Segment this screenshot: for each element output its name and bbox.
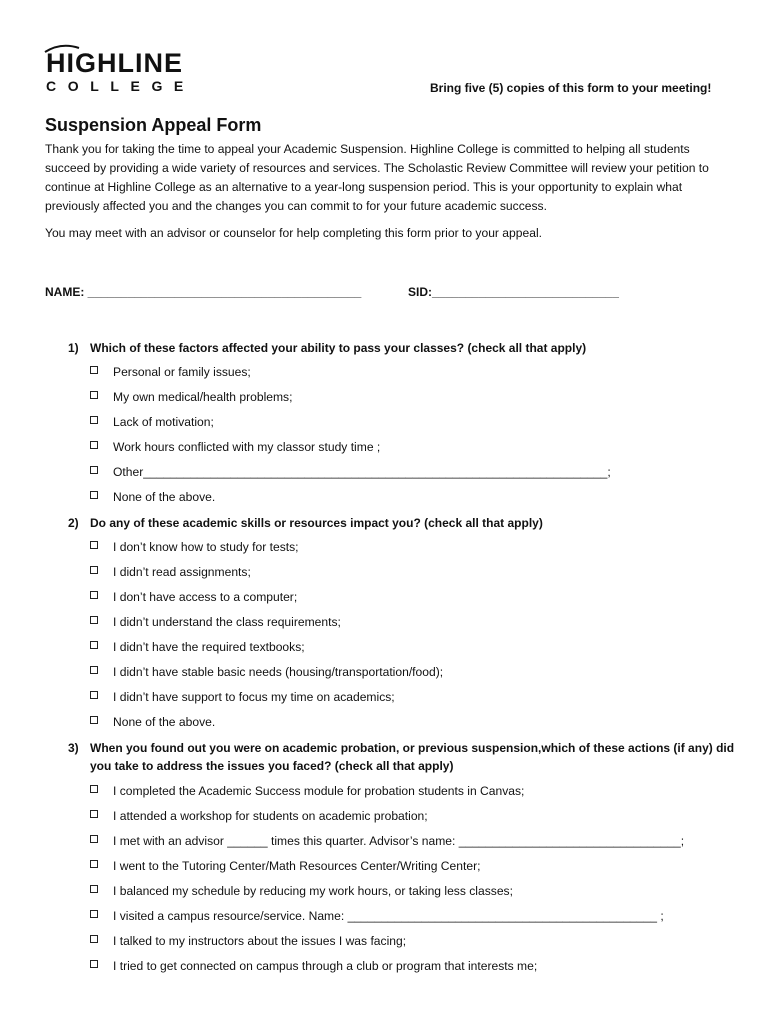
question-2 <box>68 514 748 532</box>
checkbox-option[interactable] <box>90 908 664 924</box>
checkbox-icon[interactable] <box>90 591 98 599</box>
option-label: I visited a campus resource/service. Name: ______________________________________________ ; <box>113 909 664 923</box>
checkbox-option[interactable] <box>90 639 305 655</box>
checkbox-icon[interactable] <box>90 935 98 943</box>
form-title: Suspension Appeal Form <box>45 115 262 135</box>
checkbox-icon[interactable] <box>90 666 98 674</box>
option-label: Other_____________________________________________________________________; <box>113 465 611 479</box>
question-text: When you found out you were on academic probation, or previous suspension,which of these actions (if any) did you take to address the issues you faced? (check all that apply) <box>90 741 735 773</box>
question-3 <box>68 739 748 775</box>
checkbox-icon[interactable] <box>90 566 98 574</box>
checkbox-icon[interactable] <box>90 910 98 918</box>
option-label: I didn’t have the required textbooks; <box>113 640 305 654</box>
checkbox-icon[interactable] <box>90 541 98 549</box>
checkbox-option[interactable] <box>90 958 537 974</box>
bring-copies-note: Bring five (5) copies of this form to your meeting! <box>430 81 712 95</box>
checkbox-option[interactable] <box>90 589 297 605</box>
checkbox-option[interactable] <box>90 933 406 949</box>
checkbox-option[interactable] <box>90 614 341 630</box>
checkbox-option[interactable] <box>90 389 292 405</box>
option-label: I didn’t read assignments; <box>113 565 251 579</box>
name-field[interactable]: NAME: _________________________________________ <box>45 285 362 299</box>
checkbox-option[interactable] <box>90 858 480 874</box>
question-text: Do any of these academic skills or resources impact you? (check all that apply) <box>90 516 543 530</box>
option-label: I attended a workshop for students on academic probation; <box>113 809 428 823</box>
checkbox-option[interactable] <box>90 883 513 899</box>
checkbox-option[interactable] <box>90 414 214 430</box>
option-label: I balanced my schedule by reducing my work hours, or taking less classes; <box>113 884 513 898</box>
checkbox-icon[interactable] <box>90 960 98 968</box>
option-label: Lack of motivation; <box>113 415 214 429</box>
option-label: Personal or family issues; <box>113 365 251 379</box>
checkbox-option[interactable] <box>90 464 611 480</box>
option-label: I don’t have access to a computer; <box>113 590 298 604</box>
option-label: I talked to my instructors about the issues I was facing; <box>113 934 407 948</box>
advisor-note: You may meet with an advisor or counselor for help completing this form prior to your appeal. <box>45 226 542 240</box>
option-label: None of the above. <box>113 715 216 729</box>
checkbox-icon[interactable] <box>90 641 98 649</box>
checkbox-option[interactable] <box>90 439 380 455</box>
option-label: I met with an advisor ______ times this quarter. Advisor’s name: _________________________________; <box>113 834 685 848</box>
intro-paragraph: Thank you for taking the time to appeal your Academic Suspension. Highline College is committed to helping all students succeed by providing a wide variety of resources and services. The Scholastic Review Committee will review your petition to continue at Highline College as an alternative to a year-long suspension period. This is your opportunity to explain what previously affected you and the changes you can commit to for your future academic success. <box>45 142 709 213</box>
checkbox-icon[interactable] <box>90 466 98 474</box>
logo-wordmark-top: HIGHLINE <box>46 48 184 78</box>
question-1 <box>68 339 748 357</box>
checkbox-option[interactable] <box>90 714 215 730</box>
option-label: Work hours conflicted with my classor study time ; <box>113 440 381 454</box>
checkbox-option[interactable] <box>90 564 251 580</box>
checkbox-icon[interactable] <box>90 785 98 793</box>
checkbox-icon[interactable] <box>90 716 98 724</box>
checkbox-option[interactable] <box>90 664 443 680</box>
option-label: I didn’t have support to focus my time on academics; <box>113 690 395 704</box>
option-label: I tried to get connected on campus through a club or program that interests me; <box>113 959 538 973</box>
option-label: I went to the Tutoring Center/Math Resources Center/Writing Center; <box>113 859 481 873</box>
checkbox-icon[interactable] <box>90 691 98 699</box>
option-label: I completed the Academic Success module for probation students in Canvas; <box>113 784 525 798</box>
option-label: My own medical/health problems; <box>113 390 293 404</box>
checkbox-option[interactable] <box>90 833 684 849</box>
checkbox-icon[interactable] <box>90 835 98 843</box>
sid-field[interactable]: SID:____________________________ <box>408 285 619 299</box>
checkbox-icon[interactable] <box>90 860 98 868</box>
highline-college-logo <box>46 48 195 94</box>
checkbox-icon[interactable] <box>90 416 98 424</box>
checkbox-option[interactable] <box>90 489 215 505</box>
question-number: 3) <box>68 741 79 755</box>
checkbox-icon[interactable] <box>90 616 98 624</box>
option-label: I didn’t understand the class requirements; <box>113 615 341 629</box>
question-number: 1) <box>68 341 79 355</box>
checkbox-icon[interactable] <box>90 441 98 449</box>
checkbox-option[interactable] <box>90 783 524 799</box>
checkbox-icon[interactable] <box>90 810 98 818</box>
logo-wordmark-bottom: COLLEGE <box>46 78 195 94</box>
checkbox-icon[interactable] <box>90 366 98 374</box>
question-number: 2) <box>68 516 79 530</box>
checkbox-option[interactable] <box>90 364 251 380</box>
checkbox-option[interactable] <box>90 808 428 824</box>
question-text: Which of these factors affected your ability to pass your classes? (check all that apply) <box>90 341 587 355</box>
checkbox-option[interactable] <box>90 539 299 555</box>
option-label: I don’t know how to study for tests; <box>113 540 299 554</box>
checkbox-option[interactable] <box>90 689 395 705</box>
checkbox-icon[interactable] <box>90 491 98 499</box>
option-label: I didn’t have stable basic needs (housing/transportation/food); <box>113 665 444 679</box>
checkbox-icon[interactable] <box>90 885 98 893</box>
option-label: None of the above. <box>113 490 216 504</box>
checkbox-icon[interactable] <box>90 391 98 399</box>
